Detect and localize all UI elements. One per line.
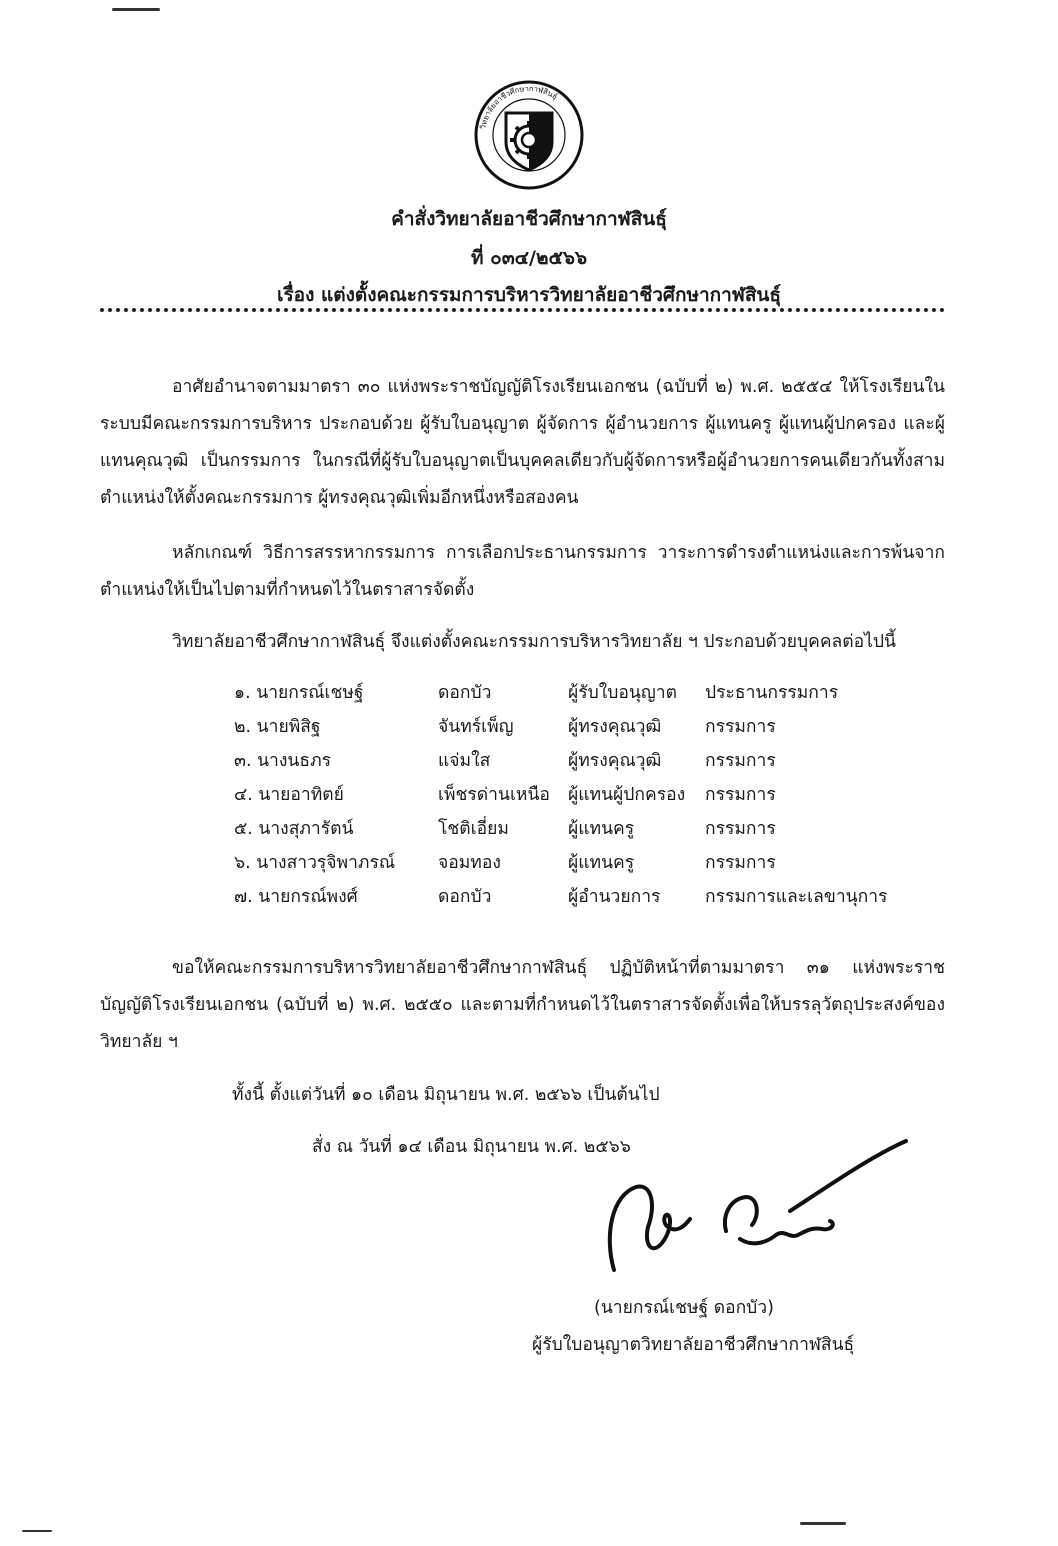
member-surname: เพ็ชรด่านเหนือ	[438, 785, 550, 805]
member-surname: จอมทอง	[438, 853, 501, 873]
member-row	[0, 780, 1058, 814]
scan-mark-bottom-left	[22, 1530, 52, 1532]
member-position: ประธานกรรมการ	[705, 683, 839, 703]
order-date: สั่ง ณ วันที่ ๑๔ เดือน มิถุนายน พ.ศ. ๒๕๖๖	[312, 1137, 631, 1157]
member-row	[0, 814, 1058, 848]
effective-date: ทั้งนี้ ตั้งแต่วันที่ ๑๐ เดือน มิถุนายน พ.ศ. ๒๕๖๖ เป็นต้นไป	[232, 1085, 660, 1105]
member-position: กรรมการ	[705, 751, 776, 771]
member-name: ๔. นายอาทิตย์	[234, 785, 344, 805]
member-name: ๖. นางสาวรุจิพาภรณ์	[234, 853, 396, 873]
paragraph-criteria	[100, 535, 945, 609]
member-row	[0, 712, 1058, 746]
scan-mark-bottom-right	[800, 1522, 846, 1525]
paragraph-authority-text: อาศัยอำนาจตามมาตรา ๓๐ แห่งพระราชบัญญัติโรงเรียนเอกชน (ฉบับที่ ๒) พ.ศ. ๒๕๕๔ ให้โรงเรียนในระบบมีคณะกรรมการบริหาร ประกอบด้วย ผู้รับใบอนุญาต ผู้จัดการ ผู้อำนวยการ ผู้แทนครู ผู้แทนผู้ปกครอง และผู้แทนคุณวุฒิ เป็นกรรมการ ในกรณีที่ผู้รับใบอนุญาตเป็นบุคคลเดียวกับผู้จัดการหรือผู้อำนวยการคนเดียวกันทั้งสามตำแหน่งให้ตั้งคณะกรรมการ ผู้ทรงคุณวุฒิเพิ่มอีกหนึ่งหรือสองคน	[100, 377, 945, 508]
member-row	[0, 746, 1058, 780]
member-name: ๕. นางสุภารัตน์	[234, 819, 354, 839]
member-position: กรรมการและเลขานุการ	[705, 887, 888, 907]
member-surname: แจ่มใส	[438, 751, 491, 771]
member-row	[0, 848, 1058, 882]
handwritten-signature	[590, 1135, 920, 1305]
member-role: ผู้แทนครู	[568, 853, 635, 873]
member-surname: จันทร์เพ็ญ	[438, 717, 514, 737]
scan-mark-top	[112, 8, 160, 11]
seal-ring-text: วิทยาลัยอาชีวศึกษากาฬสินธุ์	[478, 83, 560, 130]
member-role: ผู้รับใบอนุญาต	[568, 683, 677, 703]
paragraph-criteria-text: หลักเกณฑ์ วิธีการสรรหากรรมการ การเลือกประธานกรรมการ วาระการดำรงตำแหน่งและการพ้นจากตำแหน่งให้เป็นไปตามที่กำหนดไว้ในตราสารจัดตั้ง	[100, 543, 945, 600]
member-position: กรรมการ	[705, 853, 776, 873]
member-role: ผู้ทรงคุณวุฒิ	[568, 751, 662, 771]
paragraph-appointment: วิทยาลัยอาชีวศึกษากาฬสินธุ์ จึงแต่งตั้งคณะกรรมการบริหารวิทยาลัย ฯ ประกอบด้วยบุคคลต่อไปนี้	[172, 632, 896, 652]
signatory-title-text: ผู้รับใบอนุญาตวิทยาลัยอาชีวศึกษากาฬสินธุ์	[532, 1335, 855, 1355]
member-role: ผู้แทนครู	[568, 819, 635, 839]
member-role: ผู้ทรงคุณวุฒิ	[568, 717, 662, 737]
header-divider	[100, 308, 945, 312]
member-name: ๒. นายพิสิฐ	[234, 717, 321, 737]
member-surname: ดอกบัว	[438, 887, 492, 907]
member-surname: ดอกบัว	[438, 683, 492, 703]
member-name: ๑. นายกรณ์เชษฐ์	[234, 683, 364, 703]
member-role: ผู้แทนผู้ปกครอง	[568, 785, 686, 805]
member-position: กรรมการ	[705, 785, 776, 805]
member-surname: โชติเอี่ยม	[438, 819, 509, 839]
paragraph-authority	[100, 369, 945, 517]
member-position: กรรมการ	[705, 717, 776, 737]
order-number: ที่ ๐๓๔/๒๕๖๖	[470, 247, 588, 269]
signatory-name-text: (นายกรณ์เชษฐ์ ดอกบัว)	[594, 1298, 774, 1318]
member-name: ๓. นางนธภร	[234, 751, 332, 771]
member-row	[0, 882, 1058, 916]
order-title: คำสั่งวิทยาลัยอาชีวศึกษากาฬสินธุ์	[391, 208, 667, 230]
order-subject: เรื่อง แต่งตั้งคณะกรรมการบริหารวิทยาลัยอาชีวศึกษากาฬสินธุ์	[276, 284, 782, 306]
college-seal-logo	[474, 80, 584, 190]
member-role: ผู้อำนวยการ	[568, 887, 661, 907]
paragraph-duties-text: ขอให้คณะกรรมการบริหารวิทยาลัยอาชีวศึกษากาฬสินธุ์ ปฏิบัติหน้าที่ตามมาตรา ๓๑ แห่งพระราชบัญญัติโรงเรียนเอกชน (ฉบับที่ ๒) พ.ศ. ๒๕๕๐ และตามที่กำหนดไว้ในตราสารจัดตั้งเพื่อให้บรรลุวัตถุประสงค์ของวิทยาลัย ฯ	[100, 958, 945, 1052]
member-position: กรรมการ	[705, 819, 776, 839]
paragraph-duties	[100, 950, 945, 1061]
member-row	[0, 678, 1058, 712]
member-name: ๗. นายกรณ์พงศ์	[234, 887, 358, 907]
